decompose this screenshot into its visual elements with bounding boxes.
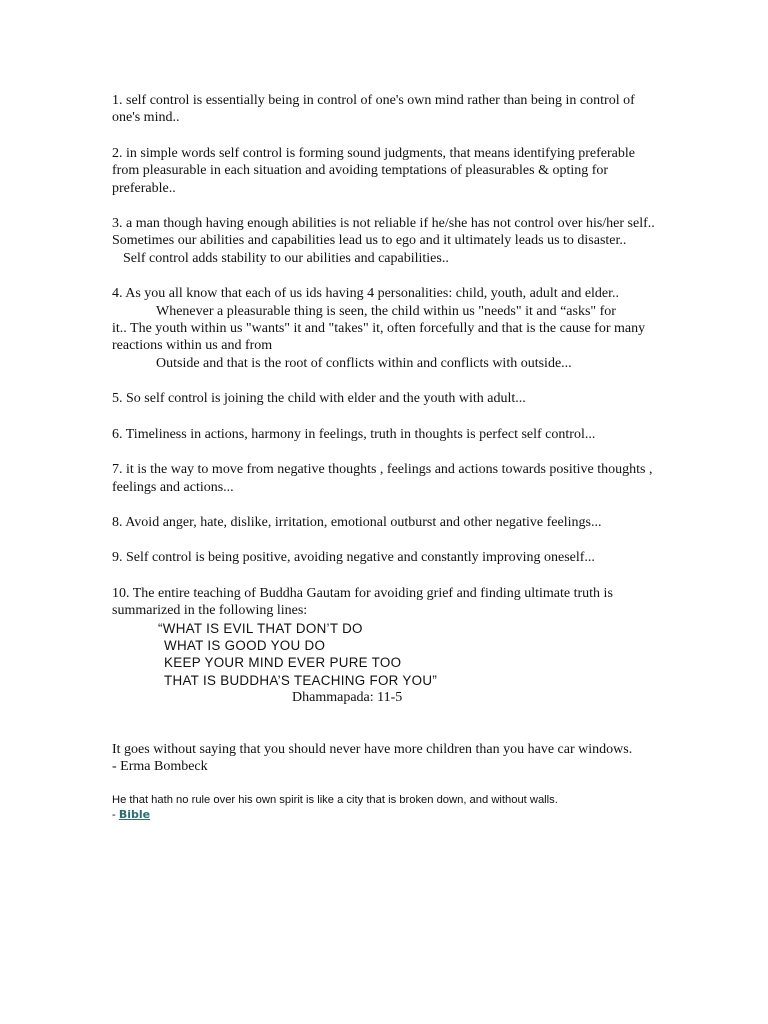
buddha-poem [112, 620, 657, 707]
point-4-indent-1: Whenever a pleasurable thing is seen, the child within us "needs" it and “asks" for [156, 303, 616, 319]
point-3-text: 3. a man though having enough abilities is not reliable if he/she has not control over his/her self.. Sometimes our abilities and capabilities lead us to ego and it ultimately leads us to disaster.. [112, 216, 655, 249]
quote-text: It goes without saying that you should never have more children than you have car windows. [112, 741, 633, 757]
poem-source: Dhammapada: 11-5 [292, 690, 403, 706]
bible-quote [112, 793, 657, 822]
point-9: 9. Self control is being positive, avoiding negative and constantly improving oneself... [112, 550, 595, 566]
poem-line: WHAT IS GOOD YOU DO [164, 637, 326, 653]
point-10 [112, 585, 657, 707]
bible-quote-text: He that hath no rule over his own spirit is like a city that is broken down, and without walls. [112, 794, 558, 807]
point-8: 8. Avoid anger, hate, dislike, irritation, emotional outburst and other negative feelings... [112, 514, 602, 530]
point-4 [112, 285, 657, 372]
point-1: 1. self control is essentially being in control of one's own mind rather than being in control of one's mind.. [112, 93, 635, 126]
poem-line: KEEP YOUR MIND EVER PURE TOO [164, 655, 402, 671]
poem-line: THAT IS BUDDHA’S TEACHING FOR YOU” [164, 672, 438, 688]
quote-author: - Erma Bombeck [112, 758, 208, 774]
point-5: 5. So self control is joining the child with elder and the youth with adult... [112, 391, 526, 407]
bible-prefix: - [112, 808, 119, 821]
document-page [112, 92, 657, 822]
poem-line: “WHAT IS EVIL THAT DON’T DO [158, 620, 363, 636]
point-3 [112, 215, 657, 267]
point-6: 6. Timeliness in actions, harmony in feelings, truth in thoughts is perfect self control... [112, 426, 596, 442]
point-3-indent: Self control adds stability to our abilities and capabilities.. [123, 250, 449, 266]
point-7: 7. it is the way to move from negative thoughts , feelings and actions towards positive thoughts , feelings and actions... [112, 462, 653, 495]
bombeck-quote [112, 741, 657, 776]
point-4-text: 4. As you all know that each of us ids having 4 personalities: child, youth, adult and elder.. [112, 286, 620, 302]
point-2: 2. in simple words self control is forming sound judgments, that means identifying preferable from pleasurable in each situation and avoiding temptations of pleasurables & opting for preferable.. [112, 145, 635, 196]
point-4-continuation: it.. The youth within us "wants" it and "takes" it, often forcefully and that is the cause for many reactions within us and from [112, 321, 646, 354]
point-10-text: 10. The entire teaching of Buddha Gautam for avoiding grief and finding ultimate truth is summarized in the following lines: [112, 585, 613, 619]
point-4-indent-2: Outside and that is the root of conflicts within and conflicts with outside... [156, 355, 572, 371]
bible-link[interactable]: Bible [118, 807, 151, 821]
